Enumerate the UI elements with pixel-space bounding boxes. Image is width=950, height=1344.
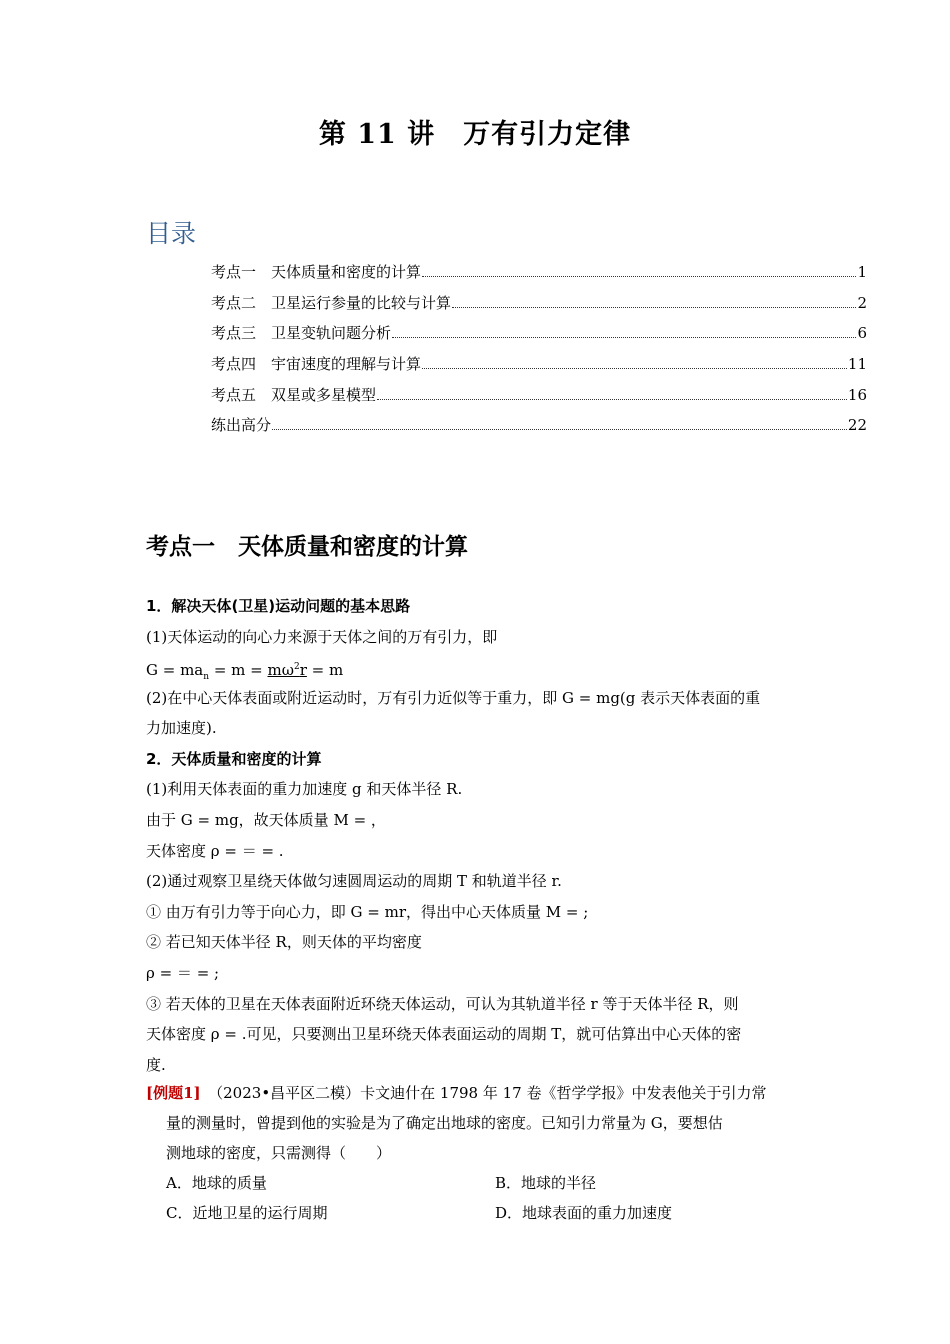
option-c[interactable]: C．近地卫星的运行周期 xyxy=(166,1204,328,1222)
toc-item-5[interactable] xyxy=(211,384,867,404)
body-line-13: ρ = ＝ = ; xyxy=(146,964,220,982)
toc-item-1[interactable] xyxy=(211,261,867,281)
toc-item-4[interactable] xyxy=(211,353,867,373)
body-line-5: 力加速度). xyxy=(146,719,217,737)
option-a[interactable]: A．地球的质量 xyxy=(166,1174,267,1192)
formula-part: = m = xyxy=(209,661,268,679)
toc-item-label: 考点五 双星或多星模型 xyxy=(211,386,377,404)
body-line-7: (1)利用天体表面的重力加速度 g 和天体半径 R. xyxy=(146,780,463,798)
toc-item-3[interactable] xyxy=(211,322,867,342)
formula-part xyxy=(268,661,307,679)
toc-item-label: 练出高分 xyxy=(211,416,272,434)
toc-item-page: 22 xyxy=(847,416,867,434)
body-line-6: 2．天体质量和密度的计算 xyxy=(146,750,322,768)
body-line-16: 度. xyxy=(146,1056,166,1074)
body-line-11: ① 由万有引力等于向心力，即 G = mr，得出中心天体质量 M = ; xyxy=(146,903,589,921)
page-title: 第 11 讲 万有引力定律 xyxy=(318,119,632,150)
example-line-3: 测地球的密度，只需测得（ ） xyxy=(166,1144,392,1162)
formula-part: = m xyxy=(306,661,344,679)
toc-item-page: 16 xyxy=(847,386,867,404)
toc-leader-dots xyxy=(272,428,847,430)
toc-item-label: 考点四 宇宙速度的理解与计算 xyxy=(211,355,422,373)
toc-item-2[interactable] xyxy=(211,292,867,312)
formula-superscript: 2 xyxy=(293,662,300,672)
toc-leader-dots xyxy=(422,367,847,369)
toc-leader-dots xyxy=(452,306,856,308)
toc-heading: 目录 xyxy=(146,219,197,248)
formula-line xyxy=(146,657,343,687)
toc-leader-dots xyxy=(422,275,856,277)
toc-leader-dots xyxy=(392,336,856,338)
formula-part: mω xyxy=(267,661,294,679)
body-line-1: 1．解决天体(卫星)运动问题的基本思路 xyxy=(146,597,411,615)
body-line-9: 天体密度 ρ = ＝ = . xyxy=(146,842,284,860)
toc-item-6[interactable] xyxy=(211,414,867,434)
body-line-10: (2)通过观察卫星绕天体做匀速圆周运动的周期 T 和轨道半径 r. xyxy=(146,872,562,890)
formula-part: r xyxy=(299,661,307,679)
toc-item-page: 1 xyxy=(857,263,867,281)
toc-item-page: 2 xyxy=(857,294,867,312)
example-line-2: 量的测量时，曾提到他的实验是为了确定出地球的密度。已知引力常量为 G，要想估 xyxy=(166,1114,723,1132)
formula-subscript: n xyxy=(203,672,210,682)
toc-item-label: 考点一 天体质量和密度的计算 xyxy=(211,263,422,281)
example-text: （2023•昌平区二模）卡文迪什在 1798 年 17 卷《哲学学报》中发表他关于引力常 xyxy=(200,1084,767,1102)
body-line-4: (2)在中心天体表面或附近运动时，万有引力近似等于重力，即 G = mg(g 表示天体表面的重 xyxy=(146,689,761,707)
option-b[interactable]: B．地球的半径 xyxy=(495,1174,597,1192)
formula-part: G = ma xyxy=(146,661,204,679)
example-tag: [例题1] xyxy=(146,1084,201,1102)
body-line-14: ③ 若天体的卫星在天体表面附近环绕天体运动，可认为其轨道半径 r 等于天体半径 R，则 xyxy=(146,995,739,1013)
body-line-8: 由于 G = mg，故天体质量 M = ， xyxy=(146,811,386,829)
toc-item-label: 考点三 卫星变轨问题分析 xyxy=(211,324,392,342)
toc-item-page: 6 xyxy=(857,324,867,342)
toc-item-label: 考点二 卫星运行参量的比较与计算 xyxy=(211,294,452,312)
body-line-12: ② 若已知天体半径 R，则天体的平均密度 xyxy=(146,933,422,951)
option-d[interactable]: D．地球表面的重力加速度 xyxy=(495,1204,673,1222)
body-line-15: 天体密度 ρ = .可见，只要测出卫星环绕天体表面运动的周期 T，就可估算出中心天体的密 xyxy=(146,1025,742,1043)
example-line-1 xyxy=(146,1083,767,1103)
toc-item-page: 11 xyxy=(847,355,867,373)
section-heading: 考点一 天体质量和密度的计算 xyxy=(146,534,468,560)
toc-leader-dots xyxy=(377,398,847,400)
body-line-2: (1)天体运动的向心力来源于天体之间的万有引力，即 xyxy=(146,628,498,646)
